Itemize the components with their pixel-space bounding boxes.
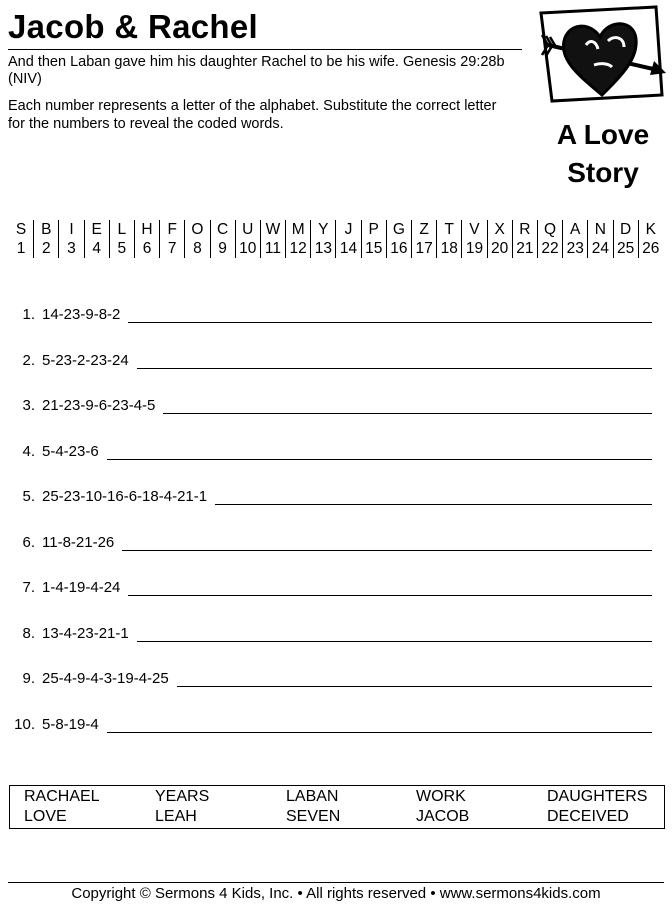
logo-caption-line-1: A Love [556,119,650,150]
word-bank-word: JACOB [416,808,470,825]
cipher-number: 4 [84,239,109,258]
cipher-number: 1 [16,240,26,257]
cipher-number: 23 [563,239,588,258]
cipher-number: 21 [512,239,537,258]
coded-word: 21-23-9-6-23-4-5 [42,397,156,414]
question-number: 10. [14,715,35,733]
cipher-letter: F [160,220,185,239]
bible-verse: And then Laban gave him his daughter Rachel to be his wife. Genesis 29:28b (NIV) [8,54,505,87]
cipher-number: 7 [160,239,185,258]
question-number: 5. [22,488,35,505]
cipher-letter: I [59,220,84,239]
answer-line[interactable] [107,732,652,733]
question-row [0,397,672,419]
coded-word: 13-4-23-21-1 [42,624,129,642]
word-bank-word: LABAN [286,788,339,805]
cipher-numbers-row [9,239,663,258]
cipher-number: 9 [210,239,235,258]
cipher-letter: T [437,220,462,239]
cipher-letter: V [462,220,487,239]
cipher-letter: D [613,220,638,239]
question-number: 2. [22,351,35,369]
title-underline [8,49,522,50]
cipher-number: 5 [109,239,134,258]
cipher-number: 3 [59,239,84,258]
answer-line[interactable] [128,322,652,323]
cipher-number: 14 [336,239,361,258]
word-bank-word: YEARS [155,788,210,805]
cipher-letter: L [109,220,134,239]
cipher-letter: P [361,220,386,239]
cipher-letter: Y [311,220,336,239]
cipher-letter: U [235,220,260,239]
word-bank-word: LOVE [24,808,67,825]
cipher-number: 25 [613,239,638,258]
cipher-number: 16 [386,239,411,258]
coded-word: 25-23-10-16-6-18-4-21-1 [42,488,208,505]
word-bank-word: WORK [416,788,466,805]
cipher-letters-row [9,220,663,239]
cipher-key-table [9,220,663,258]
copyright-footer: Copyright © Sermons 4 Kids, Inc. • All rights reserved • www.sermons4kids.com [71,885,601,902]
question-row [0,352,672,374]
question-row [0,443,672,465]
answer-line[interactable] [128,595,652,596]
question-row [0,488,672,510]
coded-word: 11-8-21-26 [42,533,115,551]
cipher-number: 20 [487,239,512,258]
cipher-number: 19 [462,239,487,258]
answer-line[interactable] [215,504,652,505]
word-bank-word: SEVEN [286,808,341,825]
cipher-number: 2 [34,239,59,258]
question-row [0,670,672,692]
answer-line[interactable] [177,686,652,687]
cipher-letter: R [512,220,537,239]
logo-caption [538,116,668,192]
answer-line[interactable] [107,459,652,460]
cipher-letter: A [563,220,588,239]
cipher-letter: O [185,220,210,239]
cipher-letter: W [260,220,285,239]
cipher-number: 13 [311,239,336,258]
question-number: 8. [22,624,35,642]
instructions: Each number represents a letter of the alphabet. Substitute the correct letter for the numbers to reveal the coded words. [8,98,497,132]
cipher-number: 24 [588,239,613,258]
question-number: 4. [22,442,35,460]
cipher-letter: C [210,220,235,239]
question-number: 6. [22,533,35,551]
cipher-number: 11 [260,239,285,258]
answer-line[interactable] [137,641,652,642]
question-number: 1. [22,306,35,323]
question-row [0,306,672,328]
word-bank-word: DAUGHTERS [547,788,648,805]
answer-line[interactable] [163,413,652,414]
cipher-letter: G [386,220,411,239]
coded-word: 5-8-19-4 [42,715,99,733]
word-bank-word: RACHAEL [24,788,100,805]
cipher-letter: H [134,220,159,239]
cipher-number: 26 [638,239,663,258]
coded-word: 25-4-9-4-3-19-4-25 [42,670,169,687]
cipher-letter: S [15,221,27,238]
cipher-number: 22 [537,239,562,258]
cipher-number: 6 [134,239,159,258]
question-number: 7. [22,579,35,596]
cipher-letter: E [84,220,109,239]
question-row [0,625,672,647]
coded-word: 5-4-23-6 [42,442,99,460]
question-row [0,534,672,556]
cipher-letter: X [487,220,512,239]
question-row [0,579,672,601]
cipher-number: 15 [361,239,386,258]
cipher-number: 8 [185,239,210,258]
cipher-letter: M [286,220,311,239]
cipher-number: 12 [286,239,311,258]
cipher-letter: J [336,220,361,239]
footer-rule [8,882,664,883]
cipher-letter: Q [537,220,562,239]
cipher-letter: B [34,220,59,239]
cipher-letter: K [638,220,663,239]
cipher-number: 10 [235,239,260,258]
word-bank [9,785,665,829]
answer-line[interactable] [122,550,652,551]
word-bank-word: LEAH [155,808,197,825]
cipher-letter: Z [412,220,437,239]
page-title: Jacob & Rachel [8,8,258,45]
cipher-letter: N [588,220,613,239]
cipher-number: 17 [412,239,437,258]
question-number: 3. [22,397,35,414]
question-row [0,716,672,738]
answer-line[interactable] [137,368,652,369]
cipher-number: 18 [437,239,462,258]
coded-word: 1-4-19-4-24 [42,579,121,596]
coded-word: 5-23-2-23-24 [42,351,129,369]
question-number: 9. [22,670,35,687]
word-bank-word: DECEIVED [547,808,629,825]
coded-word: 14-23-9-8-2 [42,306,121,323]
logo-caption-line-2: Story [567,157,639,188]
